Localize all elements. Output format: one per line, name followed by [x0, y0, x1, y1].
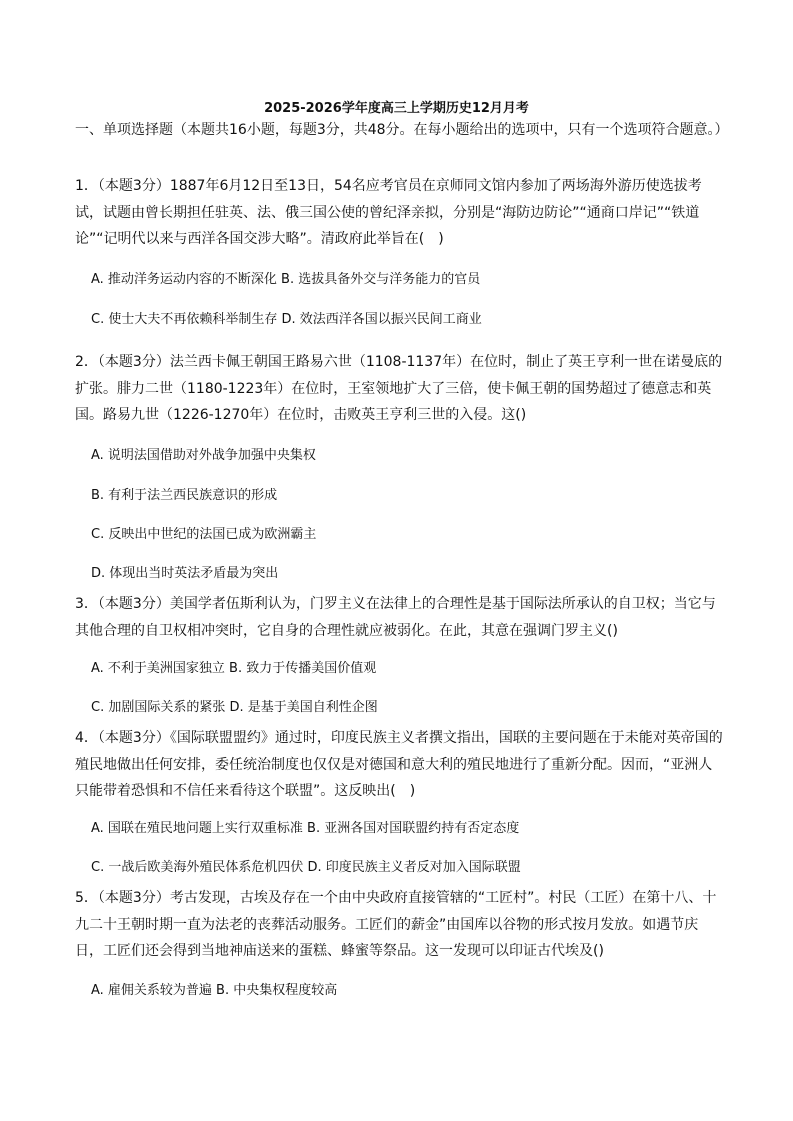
question-4-stem: 4．（本题3分）《国际联盟盟约》通过时，印度民族主义者撰文指出，国联的主要问题在于未能对英帝国的殖民地做出任何安排，委任统治制度也仅仅是对德国和意大利的殖民地进行了重新分配。因而，“亚洲人只能带着恐惧和不信任来看待这个联盟”。这反映出( ) [75, 730, 723, 799]
question-2-option-c: C. 反映出中世纪的法国已成为欧洲霸主 [91, 527, 317, 542]
question-3-options-ab: A. 不利于美洲国家独立 B. 致力于传播美国价值观 [91, 661, 377, 676]
question-3-options-cd: C. 加剧国际关系的紧张 D. 是基于美国自利性企图 [91, 700, 378, 715]
exam-title: 2025-2026学年度高三上学期历史12月月考 [264, 101, 529, 116]
question-4-options-cd: C. 一战后欧美海外殖民体系危机四伏 D. 印度民族主义者反对加入国际联盟 [91, 860, 521, 875]
question-1-options-cd: C. 使士大夫不再依赖科举制生存 D. 效法西洋各国以振兴民间工商业 [91, 312, 482, 327]
question-5-options-ab: A. 雇佣关系较为普遍 B. 中央集权程度较高 [91, 983, 338, 998]
question-3-stem: 3．（本题3分）美国学者伍斯利认为，门罗主义在法律上的合理性是基于国际法所承认的自卫权；当它与其他合理的自卫权相冲突时，它自身的合理性就应被弱化。在此，其意在强调门罗主义() [75, 596, 716, 639]
question-4 [75, 725, 725, 805]
question-3 [75, 591, 725, 644]
question-2-option-a: A. 说明法国借助对外战争加强中央集权 [91, 448, 316, 463]
question-1-options-ab: A. 推动洋务运动内容的不断深化 B. 选拔具备外交与洋务能力的官员 [91, 272, 481, 287]
question-2 [75, 349, 725, 429]
question-1 [75, 173, 725, 253]
section-header-text: 一、单项选择题（本题共16小题，每题3分，共48分。在每小题给出的选项中，只有一个选项符合题意。） [75, 122, 729, 138]
question-2-stem: 2．（本题3分）法兰西卡佩王朝国王路易六世（1108-1137年）在位时，制止了英王亨利一世在诺曼底的扩张。腓力二世（1180-1223年）在位时，王室领地扩大了三倍，使卡佩王朝的国势超过了德意志和英国。路易九世（1226-1270年）在位时，击败英王亨利三世的入侵。这() [75, 354, 723, 423]
question-4-options-ab: A. 国联在殖民地问题上实行双重标准 B. 亚洲各国对国联盟约持有否定态度 [91, 821, 520, 836]
question-1-stem: 1．（本题3分）1887年6月12日至13日，54名应考官员在京师同文馆内参加了两场海外游历使选拔考试，试题由曾长期担任驻英、法、俄三国公使的曾纪泽亲拟，分别是“海防边防论”“通商口岸记”“铁道论”“记明代以来与西洋各国交涉大略”。清政府此举旨在( ) [75, 178, 702, 247]
question-2-option-b: B. 有利于法兰西民族意识的形成 [91, 488, 278, 503]
question-5-stem: 5．（本题3分）考古发现，古埃及存在一个由中央政府直接管辖的“工匠村”。村民（工匠）在第十八、十九二十王朝时期一直为法老的丧葬活动服务。工匠们的薪金”由国库以谷物的形式按月发放。如遇节庆日，工匠们还会得到当地神庙送来的蛋糕、蜂蜜等祭品。这一发现可以印证古代埃及() [75, 890, 717, 959]
question-5 [75, 885, 725, 965]
section-header [75, 117, 729, 144]
question-2-option-d: D. 体现出当时英法矛盾最为突出 [91, 566, 279, 581]
